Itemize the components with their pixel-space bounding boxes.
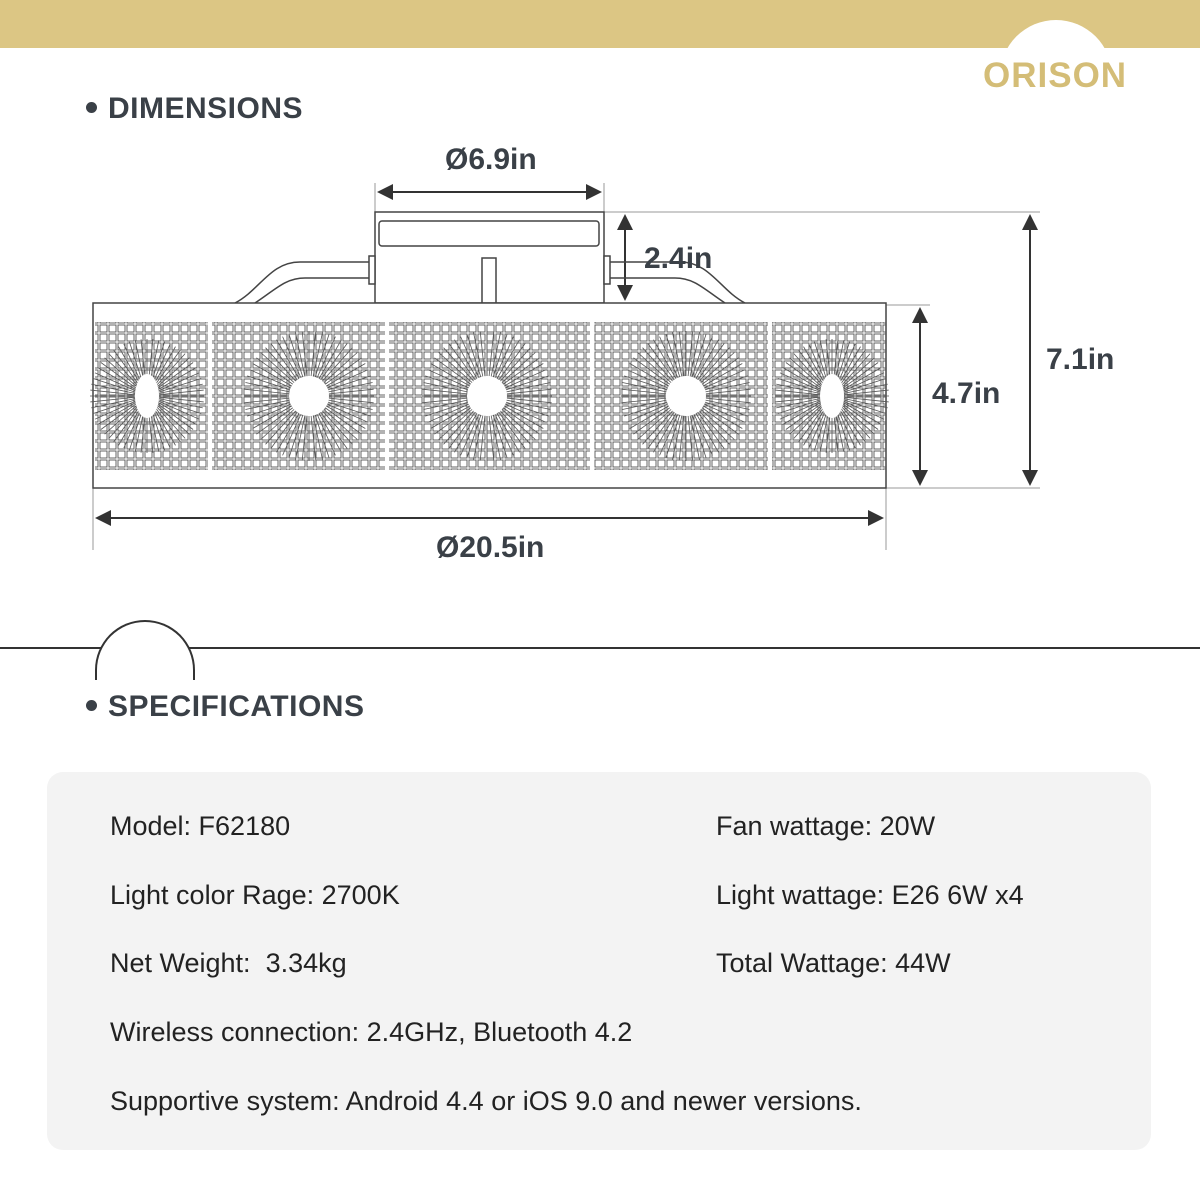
total-height-label: 7.1in — [1046, 343, 1115, 376]
canopy-height-label: 2.4in — [644, 242, 713, 275]
specifications-heading — [86, 690, 364, 724]
specifications-heading-text: SPECIFICATIONS — [108, 690, 365, 723]
dimensions-heading-text: DIMENSIONS — [108, 92, 304, 125]
light-opening — [135, 374, 159, 418]
spec-system: Supportive system: Android 4.4 or iOS 9.0 and newer versions. — [110, 1086, 862, 1116]
spec-light-color: Light color Rage: 2700K — [110, 880, 400, 910]
dimensions-heading — [86, 92, 303, 126]
light-opening — [467, 376, 507, 416]
spec-model: Model: F62180 — [110, 811, 291, 841]
spec-fan-wattage: Fan wattage: 20W — [716, 811, 936, 841]
light-opening — [289, 376, 329, 416]
canopy-diameter-label: Ø6.9in — [445, 143, 537, 176]
light-opening — [820, 374, 844, 418]
drum-diameter-label: Ø20.5in — [436, 531, 545, 564]
drum-height-label: 4.7in — [932, 377, 1001, 410]
drum-shade — [90, 303, 889, 488]
spec-wireless: Wireless connection: 2.4GHz, Bluetooth 4.2 — [110, 1017, 633, 1047]
bullet-icon — [86, 102, 97, 113]
divider-arch — [95, 620, 195, 680]
spec-net-weight: Net Weight: 3.34kg — [110, 948, 347, 978]
bullet-icon — [86, 700, 97, 711]
brand-logo: ORISON — [983, 56, 1128, 95]
spec-total-wattage: Total Wattage: 44W — [716, 948, 951, 978]
spec-light-wattage: Light wattage: E26 6W x4 — [716, 880, 1024, 910]
light-opening — [666, 376, 706, 416]
fan-light-diagram — [0, 140, 1200, 570]
